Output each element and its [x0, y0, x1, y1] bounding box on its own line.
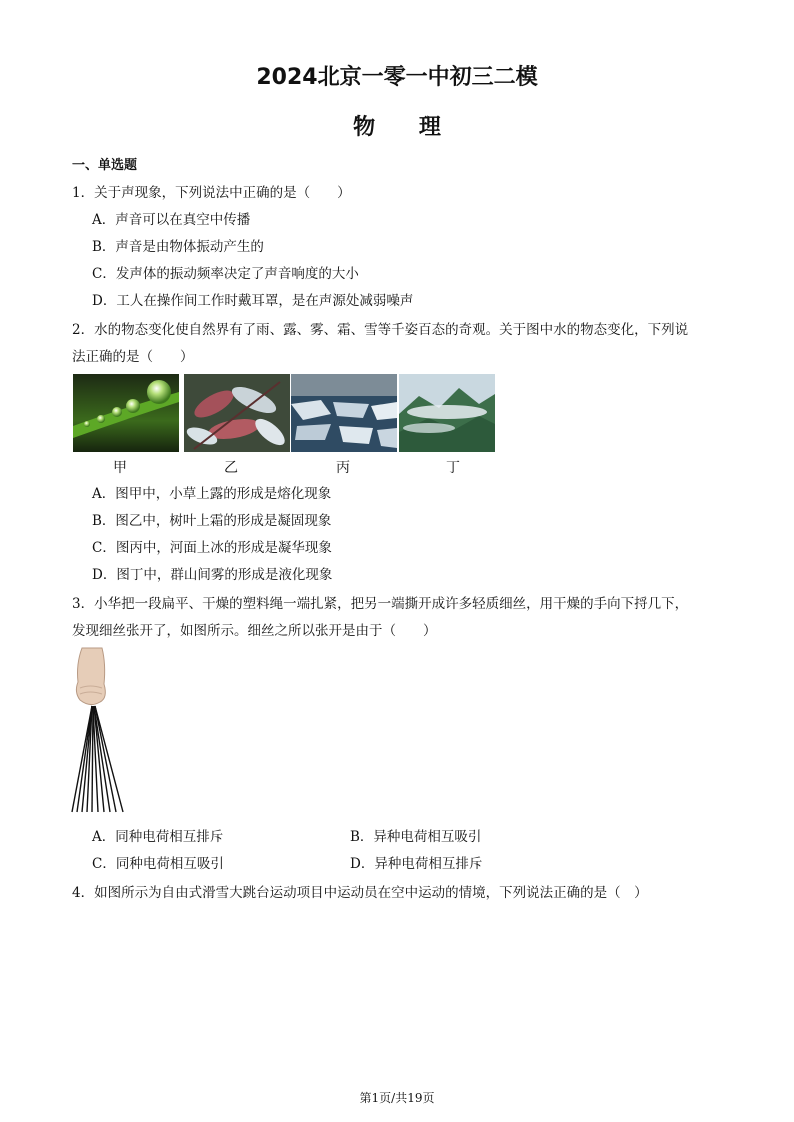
q2-option-c: C．图丙中，河面上冰的形成是凝华现象: [92, 540, 332, 556]
q1-option-b: B．声音是由物体振动产生的: [92, 239, 264, 255]
frost-leaves-photo: [184, 374, 290, 452]
subject-char-1: 物: [353, 115, 376, 140]
q2-option-a: A．图甲中，小草上露的形成是熔化现象: [92, 486, 332, 502]
caption-bing: 丙: [336, 460, 350, 476]
caption-ding: 丁: [446, 460, 460, 476]
dew-photo: [73, 374, 179, 452]
subject-title: [0, 110, 794, 141]
q2-stem-line2: 法正确的是（ ）: [72, 349, 194, 365]
rope-strands-figure: [68, 644, 138, 816]
q1-option-a: A．声音可以在真空中传播: [92, 212, 251, 228]
subject-char-2: 理: [418, 115, 441, 140]
q3-option-d: D．异种电荷相互排斥: [350, 856, 483, 872]
q3-option-c: C．同种电荷相互吸引: [92, 856, 224, 872]
q1-stem: 1．关于声现象，下列说法中正确的是（ ）: [72, 185, 351, 201]
section-heading: 一、单选题: [72, 158, 138, 173]
q3-option-a: A．同种电荷相互排斥: [92, 829, 224, 845]
q2-stem-line1: 2．水的物态变化使自然界有了雨、露、雾、霜、雪等千姿百态的奇观。关于图中水的物态变化，下列说: [72, 322, 689, 338]
fog-mountain-photo: [399, 374, 505, 452]
ice-river-photo: [291, 374, 397, 452]
q1-option-c: C．发声体的振动频率决定了声音响度的大小: [92, 266, 359, 282]
caption-jia: 甲: [113, 460, 127, 476]
q2-option-b: B．图乙中，树叶上霜的形成是凝固现象: [92, 513, 332, 529]
q3-option-b: B．异种电荷相互吸引: [350, 829, 482, 845]
q2-option-d: D．图丁中，群山间雾的形成是液化现象: [92, 567, 333, 583]
exam-title: 2024北京一零一中初三二模: [256, 65, 538, 90]
q3-stem-line1: 3．小华把一段扁平、干燥的塑料绳一端扎紧，把另一端撕开成许多轻质细丝，用干燥的手向下捋几下，: [72, 596, 689, 612]
q4-stem: 4．如图所示为自由式滑雪大跳台运动项目中运动员在空中运动的情境，下列说法正确的是（ ）: [72, 885, 648, 901]
page-footer: 第1页/共19页: [359, 1091, 435, 1105]
caption-yi: 乙: [224, 460, 238, 476]
q1-option-d: D．工人在操作间工作时戴耳罩，是在声源处减弱噪声: [92, 293, 414, 309]
q3-stem-line2: 发现细丝张开了，如图所示。细丝之所以张开是由于（ ）: [72, 623, 437, 639]
